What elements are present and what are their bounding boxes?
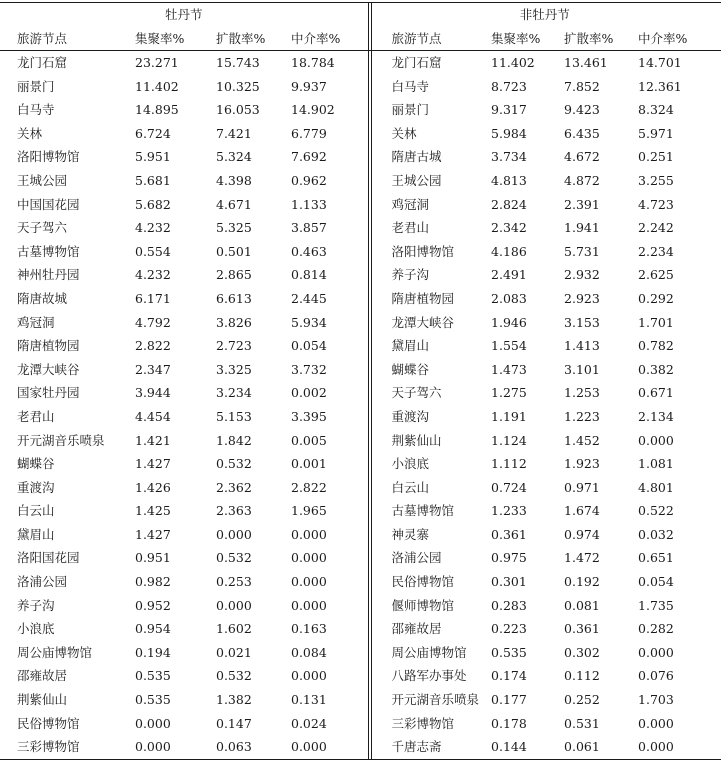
cell-inter-right: 0.782 xyxy=(638,338,674,354)
table-row xyxy=(0,145,721,169)
cell-diff-right: 1.941 xyxy=(564,220,600,236)
table-row xyxy=(0,334,721,358)
cell-agg-left: 0.194 xyxy=(135,644,171,660)
cell-inter-left: 0.002 xyxy=(291,385,327,401)
table-row xyxy=(0,405,721,429)
cell-inter-left: 1.965 xyxy=(291,503,327,519)
cell-spot-right: 老君山 xyxy=(368,216,491,240)
cell-spot-left: 天子驾六 xyxy=(17,220,68,236)
cell-diff-right: 0.974 xyxy=(564,526,600,542)
cell-diff-right: 13.461 xyxy=(564,55,608,70)
cell-inter-left: 0.000 xyxy=(291,574,327,590)
cell-spot-right: 白马寺 xyxy=(368,75,491,99)
table-row xyxy=(0,688,721,712)
cell-spot-left: 白云山 xyxy=(17,503,55,519)
cell-agg-left: 0.000 xyxy=(135,715,171,731)
cell-diff-right: 7.852 xyxy=(564,78,600,94)
cell-diff-left: 0.147 xyxy=(216,715,252,731)
table-row xyxy=(0,263,721,287)
cell-spot-left: 洛浦公园 xyxy=(17,574,68,590)
cell-spot-left: 古墓博物馆 xyxy=(17,243,80,259)
cell-spot-left: 荆紫仙山 xyxy=(17,692,68,708)
cell-diff-left: 2.865 xyxy=(216,267,252,283)
cell-agg-right: 0.178 xyxy=(491,715,527,731)
cell-spot-right: 丽景门 xyxy=(368,98,491,122)
table-row xyxy=(0,240,721,264)
col-diff-left: 扩散率% xyxy=(216,27,291,51)
cell-spot-left: 王城公园 xyxy=(17,172,68,188)
cell-diff-left: 0.532 xyxy=(216,550,252,566)
cell-agg-right: 1.473 xyxy=(491,361,527,377)
cell-spot-left: 邵雍故居 xyxy=(17,668,68,684)
cell-inter-right: 2.242 xyxy=(638,220,674,236)
cell-diff-left: 1.602 xyxy=(216,621,252,637)
cell-spot-left: 黛眉山 xyxy=(17,526,55,542)
cell-inter-left: 0.814 xyxy=(291,267,327,283)
cell-agg-right: 0.223 xyxy=(491,621,527,637)
cell-agg-right: 0.144 xyxy=(491,735,564,759)
cell-diff-right: 4.872 xyxy=(564,172,600,188)
cell-diff-right: 5.731 xyxy=(564,243,600,259)
table-row xyxy=(0,570,721,594)
table-row xyxy=(0,358,721,382)
cell-spot-left: 洛阳国花园 xyxy=(17,550,80,566)
cell-spot-right: 隋唐植物园 xyxy=(368,287,491,311)
cell-spot-right: 隋唐古城 xyxy=(368,145,491,169)
cell-spot-left: 老君山 xyxy=(17,408,55,424)
cell-diff-left: 3.234 xyxy=(216,385,252,401)
cell-diff-left: 6.613 xyxy=(216,290,252,306)
cell-diff-right: 4.672 xyxy=(564,149,600,165)
cell-spot-left: 隋唐植物园 xyxy=(17,338,80,354)
cell-agg-left: 0.951 xyxy=(135,550,171,566)
cell-inter-right: 0.054 xyxy=(638,574,674,590)
cell-agg-right: 1.554 xyxy=(491,338,527,354)
table-row xyxy=(0,523,721,547)
cell-diff-left: 5.325 xyxy=(216,220,252,236)
col-inter-left: 中介率% xyxy=(291,27,368,51)
group-header-row xyxy=(0,3,721,28)
cell-diff-left: 10.325 xyxy=(216,78,260,94)
cell-diff-left: 7.421 xyxy=(216,125,252,141)
cell-agg-left: 5.681 xyxy=(135,172,171,188)
cell-inter-right: 2.134 xyxy=(638,408,674,424)
cell-spot-left: 鸡冠洞 xyxy=(17,314,55,330)
cell-diff-left: 0.532 xyxy=(216,668,252,684)
col-diff-right: 扩散率% xyxy=(564,27,638,51)
cell-diff-right: 3.153 xyxy=(564,314,600,330)
cell-inter-right: 1.735 xyxy=(638,597,674,613)
cell-agg-right: 4.186 xyxy=(491,243,527,259)
cell-spot-left: 周公庙博物馆 xyxy=(17,644,93,660)
cell-inter-right: 0.282 xyxy=(638,621,674,637)
cell-spot-right: 龙潭大峡谷 xyxy=(368,311,491,335)
table-row xyxy=(0,51,721,75)
cell-agg-left: 0.982 xyxy=(135,574,171,590)
table-row xyxy=(0,594,721,618)
table-body xyxy=(0,51,721,760)
table-row xyxy=(0,311,721,335)
cell-inter-right: 0.671 xyxy=(638,385,674,401)
cell-diff-left: 0.253 xyxy=(216,574,252,590)
cell-inter-left: 2.445 xyxy=(291,290,327,306)
table-row xyxy=(0,169,721,193)
cell-agg-left: 0.000 xyxy=(135,735,216,759)
table-row xyxy=(0,664,721,688)
col-spot-right: 旅游节点 xyxy=(368,27,491,51)
cell-diff-left: 0.063 xyxy=(216,735,291,759)
cell-inter-left: 18.784 xyxy=(291,55,335,70)
cell-inter-right: 14.701 xyxy=(638,55,682,70)
cell-inter-left: 0.000 xyxy=(291,597,327,613)
table-row xyxy=(0,476,721,500)
cell-spot-left: 开元湖音乐喷泉 xyxy=(17,432,105,448)
cell-diff-left: 1.842 xyxy=(216,432,252,448)
cell-spot-right: 邵雍故居 xyxy=(368,617,491,641)
cell-agg-left: 1.426 xyxy=(135,479,171,495)
cell-inter-right: 0.000 xyxy=(638,432,674,448)
cell-diff-left: 4.398 xyxy=(216,172,252,188)
cell-agg-left: 0.554 xyxy=(135,243,171,259)
cell-diff-right: 3.101 xyxy=(564,361,600,377)
table-row xyxy=(0,75,721,99)
cell-inter-left: 0.463 xyxy=(291,243,327,259)
table-row xyxy=(0,735,721,759)
cell-inter-left: 0.000 xyxy=(291,550,327,566)
cell-diff-left: 0.000 xyxy=(216,526,252,542)
cell-inter-left: 0.084 xyxy=(291,644,327,660)
cell-inter-right: 0.292 xyxy=(638,290,674,306)
cell-spot-right: 洛浦公园 xyxy=(368,546,491,570)
cell-diff-right: 2.932 xyxy=(564,267,600,283)
cell-inter-right: 8.324 xyxy=(638,102,674,118)
table-row xyxy=(0,546,721,570)
cell-diff-left: 0.000 xyxy=(216,597,252,613)
cell-agg-right: 9.317 xyxy=(491,102,527,118)
cell-diff-left: 3.826 xyxy=(216,314,252,330)
cell-spot-left: 龙门石窟 xyxy=(17,55,68,70)
cell-agg-left: 11.402 xyxy=(135,78,179,94)
cell-inter-left: 14.902 xyxy=(291,102,335,118)
cell-diff-right: 1.674 xyxy=(564,503,600,519)
cell-agg-right: 1.233 xyxy=(491,503,527,519)
cell-spot-left: 丽景门 xyxy=(17,78,55,94)
cell-spot-right: 开元湖音乐喷泉 xyxy=(368,688,491,712)
cell-diff-right: 0.531 xyxy=(564,715,600,731)
cell-agg-right: 0.535 xyxy=(491,644,527,660)
cell-agg-left: 1.427 xyxy=(135,456,171,472)
cell-spot-left: 白马寺 xyxy=(17,102,55,118)
cell-inter-left: 3.732 xyxy=(291,361,327,377)
cell-spot-right: 王城公园 xyxy=(368,169,491,193)
cell-diff-left: 5.153 xyxy=(216,408,252,424)
cell-spot-right: 偃师博物馆 xyxy=(368,594,491,618)
col-inter-right: 中介率% xyxy=(638,27,721,51)
cell-spot-left: 重渡沟 xyxy=(17,479,55,495)
cell-diff-right: 1.452 xyxy=(564,432,600,448)
table-row xyxy=(0,499,721,523)
cell-agg-right: 0.724 xyxy=(491,479,527,495)
cell-spot-left: 三彩博物馆 xyxy=(0,735,135,759)
cell-spot-right: 蝴蝶谷 xyxy=(368,358,491,382)
cell-spot-right: 黛眉山 xyxy=(368,334,491,358)
cell-spot-right: 白云山 xyxy=(368,476,491,500)
cell-inter-left: 1.133 xyxy=(291,196,327,212)
cell-diff-left: 0.532 xyxy=(216,456,252,472)
cell-agg-left: 23.271 xyxy=(135,55,179,70)
cell-inter-right: 0.000 xyxy=(638,715,674,731)
cell-inter-left: 6.779 xyxy=(291,125,327,141)
cell-inter-left: 7.692 xyxy=(291,149,327,165)
cell-spot-right: 千唐志斋 xyxy=(368,735,491,759)
cell-diff-left: 2.362 xyxy=(216,479,252,495)
col-agg-right: 集聚率% xyxy=(491,27,564,51)
cell-diff-right: 0.061 xyxy=(564,735,638,759)
cell-inter-left: 0.000 xyxy=(291,526,327,542)
col-agg-left: 集聚率% xyxy=(135,27,216,51)
cell-agg-left: 6.171 xyxy=(135,290,171,306)
cell-spot-left: 洛阳博物馆 xyxy=(17,149,80,165)
table-row xyxy=(0,429,721,453)
cell-agg-left: 3.944 xyxy=(135,385,171,401)
cell-diff-left: 0.501 xyxy=(216,243,252,259)
cell-agg-left: 6.724 xyxy=(135,125,171,141)
cell-agg-left: 0.952 xyxy=(135,597,171,613)
cell-spot-right: 三彩博物馆 xyxy=(368,712,491,736)
cell-agg-right: 0.283 xyxy=(491,597,527,613)
group-non-peony-festival: 非牡丹节 xyxy=(368,3,721,28)
cell-diff-right: 0.302 xyxy=(564,644,600,660)
cell-inter-left: 0.131 xyxy=(291,692,327,708)
cell-agg-right: 1.112 xyxy=(491,456,527,472)
cell-inter-left: 2.822 xyxy=(291,479,327,495)
cell-spot-left: 龙潭大峡谷 xyxy=(17,361,80,377)
cell-diff-right: 0.971 xyxy=(564,479,600,495)
cell-agg-right: 1.275 xyxy=(491,385,527,401)
cell-agg-left: 1.421 xyxy=(135,432,171,448)
cell-agg-right: 0.301 xyxy=(491,574,527,590)
cell-agg-right: 2.824 xyxy=(491,196,527,212)
cell-agg-right: 2.491 xyxy=(491,267,527,283)
cell-diff-right: 2.923 xyxy=(564,290,600,306)
cell-inter-right: 1.081 xyxy=(638,456,674,472)
cell-diff-right: 6.435 xyxy=(564,125,600,141)
cell-inter-right: 0.651 xyxy=(638,550,674,566)
cell-inter-right: 0.000 xyxy=(638,735,721,759)
cell-diff-left: 15.743 xyxy=(216,55,260,70)
cell-spot-right: 小浪底 xyxy=(368,452,491,476)
cell-agg-left: 5.682 xyxy=(135,196,171,212)
cell-spot-right: 关林 xyxy=(368,122,491,146)
table-row xyxy=(0,193,721,217)
cell-inter-right: 0.522 xyxy=(638,503,674,519)
cell-agg-left: 4.232 xyxy=(135,267,171,283)
cell-diff-right: 9.423 xyxy=(564,102,600,118)
cell-spot-left: 隋唐故城 xyxy=(17,290,68,306)
table-row xyxy=(0,641,721,665)
cell-agg-left: 0.535 xyxy=(135,668,171,684)
cell-agg-right: 3.734 xyxy=(491,149,527,165)
cell-inter-left: 0.163 xyxy=(291,621,327,637)
cell-diff-left: 5.324 xyxy=(216,149,252,165)
cell-diff-right: 1.223 xyxy=(564,408,600,424)
cell-inter-left: 0.054 xyxy=(291,338,327,354)
cell-inter-right: 0.076 xyxy=(638,668,674,684)
cell-agg-left: 1.425 xyxy=(135,503,171,519)
cell-inter-right: 1.703 xyxy=(638,692,674,708)
cell-spot-right: 神灵寨 xyxy=(368,523,491,547)
cell-agg-left: 4.454 xyxy=(135,408,171,424)
cell-diff-left: 2.723 xyxy=(216,338,252,354)
cell-inter-left: 9.937 xyxy=(291,78,327,94)
cell-inter-left: 0.001 xyxy=(291,456,327,472)
cell-spot-right: 养子沟 xyxy=(368,263,491,287)
cell-inter-right: 2.234 xyxy=(638,243,674,259)
cell-diff-right: 0.252 xyxy=(564,692,600,708)
cell-inter-right: 2.625 xyxy=(638,267,674,283)
cell-spot-left: 关林 xyxy=(17,125,43,141)
cell-diff-right: 0.112 xyxy=(564,668,600,684)
cell-diff-right: 1.472 xyxy=(564,550,600,566)
cell-agg-right: 0.177 xyxy=(491,692,527,708)
cell-diff-left: 1.382 xyxy=(216,692,252,708)
cell-spot-left: 国家牡丹园 xyxy=(17,385,80,401)
cell-inter-right: 4.801 xyxy=(638,479,674,495)
cell-inter-right: 0.000 xyxy=(638,644,674,660)
table-row xyxy=(0,287,721,311)
cell-agg-left: 14.895 xyxy=(135,102,179,118)
cell-agg-right: 2.083 xyxy=(491,290,527,306)
cell-agg-left: 0.535 xyxy=(135,692,171,708)
cell-spot-left: 民俗博物馆 xyxy=(17,715,80,731)
cell-inter-left: 0.000 xyxy=(291,735,368,759)
cell-agg-right: 5.984 xyxy=(491,125,527,141)
cell-agg-left: 4.792 xyxy=(135,314,171,330)
column-header-row xyxy=(0,27,721,51)
table-row xyxy=(0,381,721,405)
table-row xyxy=(0,452,721,476)
cell-inter-right: 5.971 xyxy=(638,125,674,141)
cell-diff-left: 4.671 xyxy=(216,196,252,212)
cell-spot-left: 蝴蝶谷 xyxy=(17,456,55,472)
cell-agg-right: 1.124 xyxy=(491,432,527,448)
cell-spot-left: 养子沟 xyxy=(17,597,55,613)
cell-inter-left: 0.000 xyxy=(291,668,327,684)
cell-inter-left: 3.857 xyxy=(291,220,327,236)
cell-agg-left: 0.954 xyxy=(135,621,171,637)
cell-diff-left: 2.363 xyxy=(216,503,252,519)
cell-spot-right: 重渡沟 xyxy=(368,405,491,429)
cell-agg-left: 5.951 xyxy=(135,149,171,165)
cell-inter-right: 12.361 xyxy=(638,78,682,94)
cell-diff-left: 0.021 xyxy=(216,644,252,660)
cell-spot-right: 古墓博物馆 xyxy=(368,499,491,523)
cell-spot-right: 荆紫仙山 xyxy=(368,429,491,453)
cell-spot-right: 天子驾六 xyxy=(368,381,491,405)
cell-agg-right: 0.975 xyxy=(491,550,527,566)
cell-inter-left: 3.395 xyxy=(291,408,327,424)
table-row xyxy=(0,98,721,122)
cell-spot-right: 民俗博物馆 xyxy=(368,570,491,594)
table-row xyxy=(0,617,721,641)
cell-agg-left: 2.347 xyxy=(135,361,171,377)
group-peony-festival: 牡丹节 xyxy=(0,3,368,28)
cell-agg-left: 1.427 xyxy=(135,526,171,542)
cell-agg-right: 0.361 xyxy=(491,526,527,542)
cell-diff-left: 16.053 xyxy=(216,102,260,118)
cell-inter-right: 0.032 xyxy=(638,526,674,542)
cell-agg-right: 8.723 xyxy=(491,78,527,94)
cell-agg-left: 4.232 xyxy=(135,220,171,236)
cell-spot-left: 中国国花园 xyxy=(17,196,80,212)
data-table xyxy=(0,2,721,760)
cell-inter-right: 1.701 xyxy=(638,314,674,330)
cell-inter-left: 0.024 xyxy=(291,715,327,731)
cell-agg-right: 1.191 xyxy=(491,408,527,424)
cell-agg-left: 2.822 xyxy=(135,338,171,354)
cell-agg-right: 1.946 xyxy=(491,314,527,330)
cell-spot-right: 洛阳博物馆 xyxy=(368,240,491,264)
cell-inter-left: 0.005 xyxy=(291,432,327,448)
cell-diff-right: 1.923 xyxy=(564,456,600,472)
cell-diff-right: 0.192 xyxy=(564,574,600,590)
cell-diff-right: 2.391 xyxy=(564,196,600,212)
cell-spot-left: 神州牡丹园 xyxy=(17,267,80,283)
cell-inter-right: 3.255 xyxy=(638,172,674,188)
col-spot-left: 旅游节点 xyxy=(0,27,135,51)
cell-spot-right: 八路军办事处 xyxy=(368,664,491,688)
cell-agg-right: 11.402 xyxy=(491,55,535,70)
cell-inter-left: 0.962 xyxy=(291,172,327,188)
cell-inter-left: 5.934 xyxy=(291,314,327,330)
cell-diff-right: 1.253 xyxy=(564,385,600,401)
cell-spot-right: 周公庙博物馆 xyxy=(368,641,491,665)
cell-diff-left: 3.325 xyxy=(216,361,252,377)
cell-spot-right: 鸡冠洞 xyxy=(368,193,491,217)
cell-spot-right: 龙门石窟 xyxy=(368,51,491,75)
cell-inter-right: 0.251 xyxy=(638,149,674,165)
table-row xyxy=(0,216,721,240)
cell-diff-right: 0.081 xyxy=(564,597,600,613)
cell-diff-right: 0.361 xyxy=(564,621,600,637)
table-row xyxy=(0,712,721,736)
cell-spot-left: 小浪底 xyxy=(17,621,55,637)
cell-agg-right: 0.174 xyxy=(491,668,527,684)
cell-inter-right: 4.723 xyxy=(638,196,674,212)
cell-agg-right: 4.813 xyxy=(491,172,527,188)
cell-diff-right: 1.413 xyxy=(564,338,600,354)
table-row xyxy=(0,122,721,146)
cell-agg-right: 2.342 xyxy=(491,220,527,236)
cell-inter-right: 0.382 xyxy=(638,361,674,377)
